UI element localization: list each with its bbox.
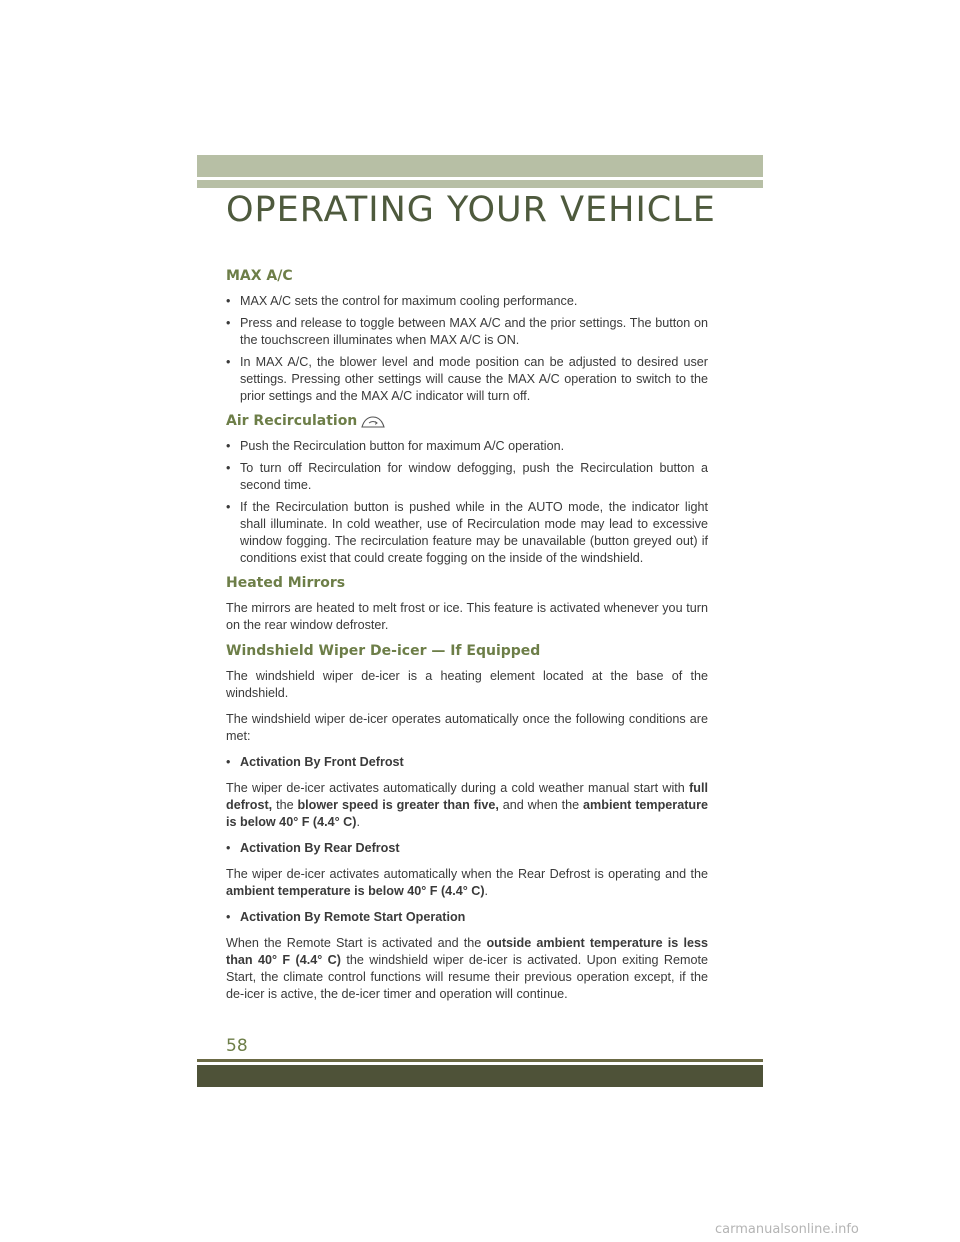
list-item: • If the Recirculation button is pushed while in the AUTO mode, the indicator light shall illuminate. In cold weather, use of Recirculation mode may lead to excessive window fogging. The recirculation feature may be unavailable (button greyed out) if conditions exist that could create fogging on the inside of the windshield. xyxy=(226,499,708,567)
wiper-deicer-intro2: The windshield wiper de-icer operates automatically once the following conditions are met: xyxy=(226,712,708,743)
rear-defrost-title: • Activation By Rear Defrost xyxy=(226,840,708,857)
heated-mirrors-body: The mirrors are heated to melt frost or ice. This feature is activated whenever you turn on the rear window defroster. xyxy=(226,601,708,632)
footer-band xyxy=(197,1065,763,1087)
bold-run: blower speed is greater than five, xyxy=(297,798,499,812)
list-item: • In MAX A/C, the blower level and mode position can be adjusted to desired user settings. Pressing other settings will cause the MAX A/C operation to switch to the prior settings and the MAX A/C indicator will turn off. xyxy=(226,354,708,405)
front-defrost-title: • Activation By Front Defrost xyxy=(226,754,708,771)
max-ac-list xyxy=(226,293,708,405)
remote-start-body xyxy=(226,935,708,1003)
list-item: • Press and release to toggle between MAX A/C and the prior settings. The button on the touchscreen illuminates when MAX A/C is ON. xyxy=(226,315,708,349)
list-item: • Push the Recirculation button for maximum A/C operation. xyxy=(226,438,708,455)
text-run: the xyxy=(272,798,298,812)
heading-air-recirculation xyxy=(226,413,708,430)
wiper-deicer-intro1: The windshield wiper de-icer is a heating element located at the base of the windshield. xyxy=(226,669,708,700)
bold-run: full defrost, xyxy=(226,781,708,812)
heading-max-ac: MAX A/C xyxy=(226,268,293,284)
remote-start-title: • Activation By Remote Start Operation xyxy=(226,909,708,926)
bold-run: ambient temperature is below 40° F (4.4° C) xyxy=(226,798,709,829)
text-run: . xyxy=(484,884,489,898)
footer-rule xyxy=(197,1059,763,1062)
text-run: When the Remote Start is activated and the xyxy=(226,936,487,950)
bold-run: ambient temperature is below 40° F (4.4° C) xyxy=(226,884,485,898)
text-run: . xyxy=(356,815,360,829)
text-run: the windshield wiper de-icer is activated. Upon exiting Remote Start, the climate control functions will resume their previous operation except, if the de-icer is active, the de-icer timer and operation will continue. xyxy=(226,953,709,1001)
page-content xyxy=(226,268,708,1012)
text-run: and when the xyxy=(498,798,584,812)
heading-wiper-deicer: Windshield Wiper De-icer — If Equipped xyxy=(226,643,541,659)
list-item: • MAX A/C sets the control for maximum cooling performance. xyxy=(226,293,708,310)
recirculation-icon xyxy=(360,414,386,430)
front-defrost-body xyxy=(226,780,708,831)
heading-air-recirculation-label: Air Recirculation xyxy=(226,413,358,429)
text-run: The wiper de-icer activates automatically during a cold weather manual start with xyxy=(226,781,690,795)
watermark: carmanualsonline.info xyxy=(715,1222,859,1237)
text-run: The wiper de-icer activates automatically when the Rear Defrost is operating and the xyxy=(226,867,708,881)
list-item: • To turn off Recirculation for window defogging, push the Recirculation button a second time. xyxy=(226,460,708,494)
heading-heated-mirrors: Heated Mirrors xyxy=(226,575,346,591)
header-band xyxy=(197,155,763,177)
chapter-title: OPERATING YOUR VEHICLE xyxy=(226,190,716,230)
air-recirculation-list xyxy=(226,438,708,567)
bold-run: outside ambient temperature is less than 40° F (4.4° C) xyxy=(226,936,708,967)
rear-defrost-body xyxy=(226,866,708,900)
page-number: 58 xyxy=(226,1036,248,1056)
header-rule xyxy=(197,180,763,188)
